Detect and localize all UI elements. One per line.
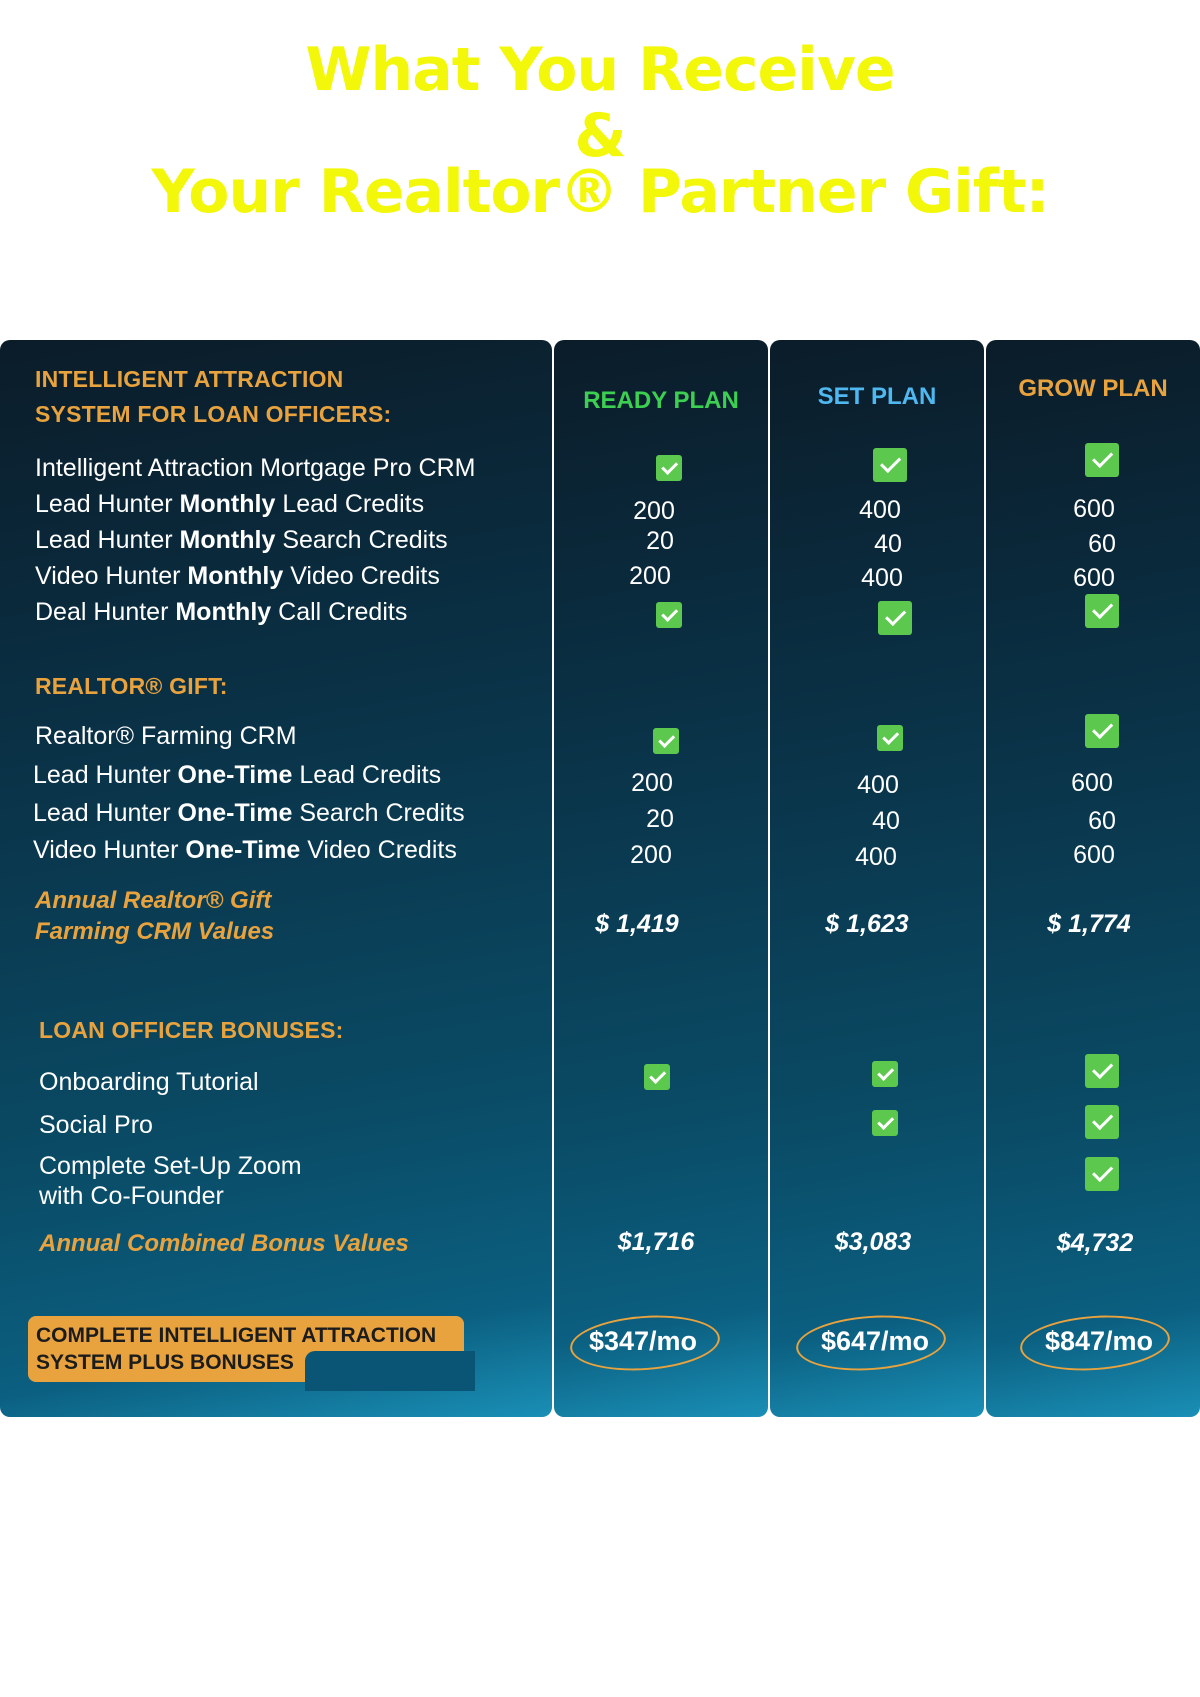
set-price: $647/mo (820, 1326, 930, 1356)
grow-onboarding-check-icon (1085, 1054, 1119, 1088)
page-title-line-1: What You Receive (305, 35, 895, 105)
bonus-row-continued: with Co-Founder (39, 1182, 224, 1210)
feature-row: Lead Hunter One-Time Search Credits (33, 799, 465, 827)
grow-video-credits: 600 (1073, 564, 1115, 592)
section-loan-officer-title-l1: INTELLIGENT ATTRACTION (35, 366, 344, 392)
set-onetime-search-credits: 40 (872, 807, 900, 835)
ready-lead-credits: 200 (633, 497, 675, 525)
feature-row: Deal Hunter Monthly Call Credits (35, 598, 408, 626)
ready-farming-crm-check-icon (653, 728, 679, 754)
page-title-line-3: Your Realtor® Partner Gift: (151, 157, 1049, 227)
ready-gift-value: $ 1,419 (595, 910, 679, 938)
ready-search-credits: 20 (646, 527, 674, 555)
set-bonus-value: $3,083 (834, 1228, 912, 1256)
ready-onetime-search-credits: 20 (646, 805, 674, 833)
grow-zoom-setup-check-icon (1085, 1157, 1119, 1191)
ready-crm-check-icon (656, 455, 682, 481)
bonus-value-label: Annual Combined Bonus Values (39, 1230, 409, 1257)
set-onboarding-check-icon (872, 1061, 898, 1087)
feature-row: Lead Hunter Monthly Search Credits (35, 526, 448, 554)
grow-bonus-value: $4,732 (1056, 1229, 1134, 1257)
set-farming-crm-check-icon (877, 725, 903, 751)
set-social-pro-check-icon (872, 1110, 898, 1136)
ready-onetime-video-credits: 200 (630, 841, 672, 869)
grow-crm-check-icon (1085, 443, 1119, 477)
ready-call-credits-check-icon (656, 602, 682, 628)
grow-farming-crm-check-icon (1085, 714, 1119, 748)
grow-onetime-search-credits: 60 (1088, 807, 1116, 835)
realtor-gift-value-label-l2: Farming CRM Values (35, 918, 275, 945)
set-onetime-lead-credits: 400 (857, 771, 899, 799)
grow-call-credits-check-icon (1085, 594, 1119, 628)
grow-onetime-lead-credits: 600 (1071, 769, 1113, 797)
feature-row: Video Hunter One-Time Video Credits (33, 836, 457, 864)
grow-gift-value: $ 1,774 (1047, 910, 1131, 938)
set-lead-credits: 400 (859, 496, 901, 524)
ready-price: $347/mo (588, 1326, 698, 1356)
feature-row: Intelligent Attraction Mortgage Pro CRM (35, 454, 476, 482)
feature-row: Video Hunter Monthly Video Credits (35, 562, 440, 590)
set-video-credits: 400 (861, 564, 903, 592)
grow-search-credits: 60 (1088, 530, 1116, 558)
bonus-row: Onboarding Tutorial (39, 1068, 259, 1096)
set-onetime-video-credits: 400 (855, 843, 897, 871)
realtor-gift-value-label-l1: Annual Realtor® Gift (35, 887, 272, 914)
grow-onetime-video-credits: 600 (1073, 841, 1115, 869)
total-badge-label: COMPLETE INTELLIGENT ATTRACTION SYSTEM PLUS BONUSES (36, 1324, 437, 1374)
set-search-credits: 40 (874, 530, 902, 558)
set-call-credits-check-icon (878, 601, 912, 635)
grow-social-pro-check-icon (1085, 1105, 1119, 1139)
ready-video-credits: 200 (629, 562, 671, 590)
grow-price: $847/mo (1044, 1326, 1154, 1356)
bonus-row: Complete Set-Up Zoom (39, 1152, 302, 1180)
ready-onetime-lead-credits: 200 (631, 769, 673, 797)
ready-bonus-value: $1,716 (617, 1228, 695, 1256)
ready-onboarding-check-icon (644, 1064, 670, 1090)
section-realtor-gift-title: REALTOR® GIFT: (35, 673, 228, 699)
feature-row: Realtor® Farming CRM (35, 722, 297, 750)
grow-plan-title: GROW PLAN (1018, 375, 1168, 402)
feature-row: Lead Hunter Monthly Lead Credits (35, 490, 425, 518)
section-loan-officer-title-l2: SYSTEM FOR LOAN OFFICERS: (35, 401, 392, 427)
grow-lead-credits: 600 (1073, 495, 1115, 523)
page-title-ampersand: & (574, 101, 626, 171)
ready-plan-title: READY PLAN (583, 387, 739, 414)
feature-row: Lead Hunter One-Time Lead Credits (33, 761, 442, 789)
set-crm-check-icon (873, 448, 907, 482)
set-gift-value: $ 1,623 (825, 910, 909, 938)
set-plan-title: SET PLAN (817, 383, 937, 410)
section-bonuses-title: LOAN OFFICER BONUSES: (39, 1017, 344, 1043)
bonus-row: Social Pro (39, 1111, 153, 1139)
